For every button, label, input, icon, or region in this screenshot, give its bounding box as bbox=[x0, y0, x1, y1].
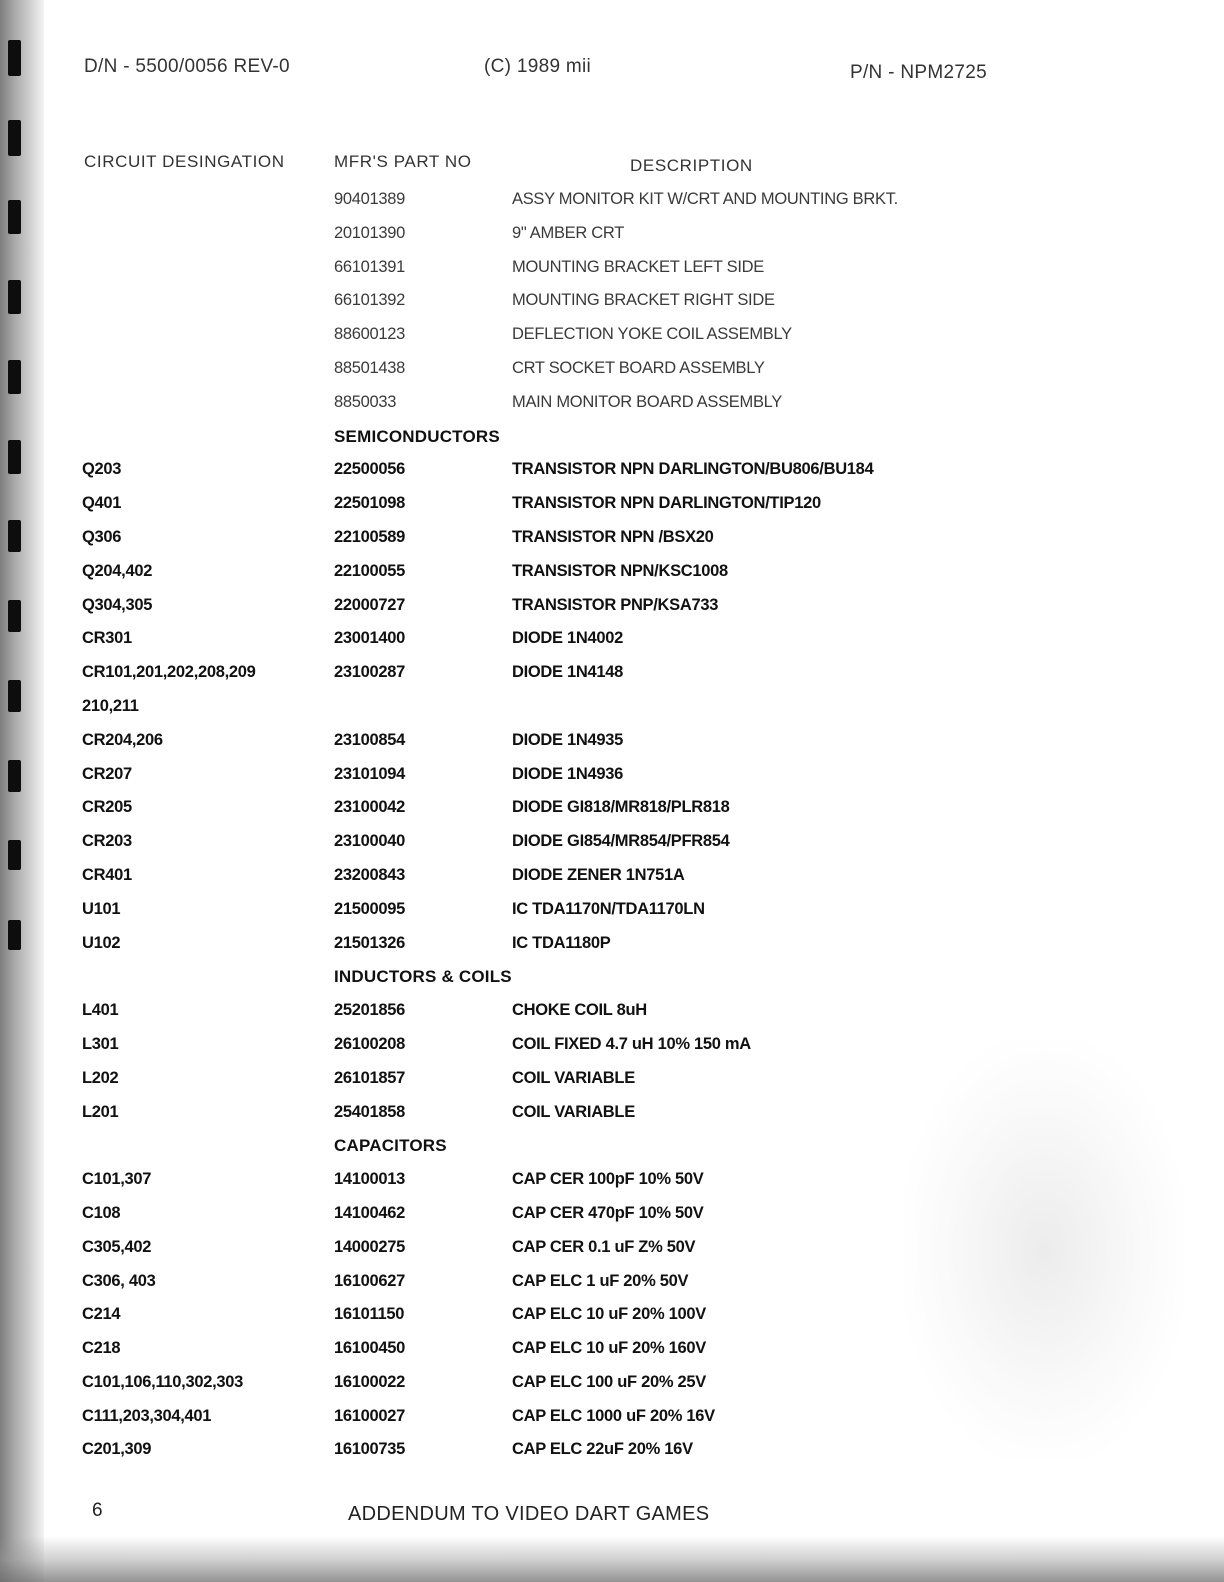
part-number-cell: 23200843 bbox=[334, 865, 406, 884]
part-number-cell: 23100042 bbox=[334, 798, 406, 817]
part-number-cell: 23001400 bbox=[334, 629, 406, 648]
table-row bbox=[0, 1234, 1224, 1268]
circuit-designation: Q306 bbox=[82, 527, 122, 546]
section-header bbox=[0, 1132, 1224, 1166]
table-row bbox=[0, 1268, 1224, 1302]
part-number-cell: 14000275 bbox=[334, 1237, 406, 1256]
table-row bbox=[0, 1335, 1224, 1369]
circuit-designation: L201 bbox=[82, 1102, 119, 1121]
column-header-part-no: MFR'S PART NO bbox=[334, 152, 472, 171]
part-number-cell: 23100040 bbox=[334, 832, 406, 851]
part-number-cell: 21500095 bbox=[334, 899, 406, 918]
circuit-designation: CR205 bbox=[82, 798, 132, 817]
description-cell: IC TDA1170N/TDA1170LN bbox=[512, 899, 705, 918]
part-number-cell: 16100027 bbox=[334, 1406, 406, 1425]
doc-number: D/N - 5500/0056 REV-0 bbox=[84, 56, 290, 77]
description-cell: TRANSISTOR NPN/KSC1008 bbox=[512, 561, 728, 580]
part-number-cell: 21501326 bbox=[334, 933, 406, 952]
description-cell: CAP ELC 100 uF 20% 25V bbox=[512, 1372, 706, 1391]
description-cell: CAP CER 0.1 uF Z% 50V bbox=[512, 1237, 696, 1256]
description-cell: COIL FIXED 4.7 uH 10% 150 mA bbox=[512, 1034, 751, 1053]
description-cell: DIODE 1N4935 bbox=[512, 730, 624, 749]
part-number-cell: 26101857 bbox=[334, 1068, 406, 1087]
table-row bbox=[0, 625, 1224, 659]
circuit-designation: CR203 bbox=[82, 832, 132, 851]
table-row bbox=[0, 558, 1224, 592]
section-header bbox=[0, 963, 1224, 997]
table-row bbox=[0, 456, 1224, 490]
table-row bbox=[0, 355, 1224, 389]
table-row bbox=[0, 997, 1224, 1031]
section-header bbox=[0, 423, 1224, 457]
part-number-cell: 88501438 bbox=[334, 358, 406, 377]
table-row bbox=[0, 1099, 1224, 1133]
description-cell: DIODE 1N4002 bbox=[512, 629, 624, 648]
description-cell: MOUNTING BRACKET LEFT SIDE bbox=[512, 257, 764, 276]
description-cell: CHOKE COIL 8uH bbox=[512, 1001, 647, 1020]
part-number-cell: 26100208 bbox=[334, 1034, 406, 1053]
part-number-cell: 22100589 bbox=[334, 527, 406, 546]
description-cell: 9" AMBER CRT bbox=[512, 223, 624, 242]
description-cell: CAP ELC 22uF 20% 16V bbox=[512, 1440, 693, 1459]
table-row bbox=[0, 727, 1224, 761]
binding-hole bbox=[8, 120, 21, 156]
table-row bbox=[0, 761, 1224, 795]
part-number-cell: 25401858 bbox=[334, 1102, 406, 1121]
table-row bbox=[0, 490, 1224, 524]
part-number-cell: 16100627 bbox=[334, 1271, 406, 1290]
circuit-designation: C101,307 bbox=[82, 1170, 152, 1189]
circuit-designation: L301 bbox=[82, 1034, 119, 1053]
table-row bbox=[0, 930, 1224, 964]
part-number-cell: 16100450 bbox=[334, 1339, 406, 1358]
parts-list bbox=[0, 186, 1224, 1470]
circuit-designation: Q204,402 bbox=[82, 561, 153, 580]
part-number-cell: 90401389 bbox=[334, 190, 406, 208]
circuit-designation: L202 bbox=[82, 1068, 119, 1087]
part-number: P/N - NPM2725 bbox=[850, 62, 987, 83]
table-row bbox=[0, 794, 1224, 828]
table-row bbox=[0, 828, 1224, 862]
description-cell: MAIN MONITOR BOARD ASSEMBLY bbox=[512, 392, 783, 411]
circuit-designation: C218 bbox=[82, 1339, 121, 1358]
description-cell: IC TDA1180P bbox=[512, 933, 611, 952]
part-number-cell: 14100462 bbox=[334, 1203, 406, 1222]
circuit-designation: Q304,305 bbox=[82, 595, 153, 614]
page-number: 6 bbox=[92, 1500, 103, 1521]
table-row bbox=[0, 1436, 1224, 1470]
table-row bbox=[0, 321, 1224, 355]
description-cell: COIL VARIABLE bbox=[512, 1102, 635, 1121]
table-row bbox=[0, 1200, 1224, 1234]
description-cell: DIODE GI818/MR818/PLR818 bbox=[512, 798, 730, 817]
table-row bbox=[0, 389, 1224, 423]
table-row bbox=[0, 287, 1224, 321]
circuit-designation: C214 bbox=[82, 1305, 121, 1324]
description-cell: TRANSISTOR NPN /BSX20 bbox=[512, 527, 714, 546]
table-row bbox=[0, 524, 1224, 558]
circuit-designation: U101 bbox=[82, 899, 121, 918]
footer-title: ADDENDUM TO VIDEO DART GAMES bbox=[348, 1503, 710, 1525]
part-number-cell: 25201856 bbox=[334, 1001, 406, 1020]
description-cell: TRANSISTOR NPN DARLINGTON/TIP120 bbox=[512, 494, 821, 513]
circuit-designation: C305,402 bbox=[82, 1237, 152, 1256]
circuit-designation: CR204,206 bbox=[82, 730, 163, 749]
section-title: SEMICONDUCTORS bbox=[334, 426, 500, 446]
circuit-designation: C108 bbox=[82, 1203, 121, 1222]
part-number-cell: 22501098 bbox=[334, 494, 406, 513]
part-number-cell: 23100854 bbox=[334, 730, 406, 749]
part-number-cell: 22500056 bbox=[334, 460, 406, 479]
description-cell: DIODE 1N4148 bbox=[512, 663, 624, 682]
part-number-cell: 16101150 bbox=[334, 1305, 405, 1324]
description-cell: DIODE ZENER 1N751A bbox=[512, 865, 685, 884]
circuit-designation: C201,309 bbox=[82, 1440, 152, 1459]
description-cell: DEFLECTION YOKE COIL ASSEMBLY bbox=[512, 325, 792, 344]
table-row bbox=[0, 1403, 1224, 1437]
circuit-designation: CR207 bbox=[82, 764, 132, 783]
circuit-designation: Q401 bbox=[82, 494, 122, 513]
part-number-cell: 23100287 bbox=[334, 663, 406, 682]
column-header-designation: CIRCUIT DESINGATION bbox=[84, 152, 285, 171]
part-number-cell: 88600123 bbox=[334, 325, 406, 344]
part-number-cell: 8850033 bbox=[334, 392, 397, 411]
copyright: (C) 1989 mii bbox=[484, 56, 592, 77]
description-cell: CAP ELC 1000 uF 20% 16V bbox=[512, 1406, 715, 1425]
table-row bbox=[0, 254, 1224, 288]
binding-hole bbox=[8, 40, 21, 76]
circuit-designation: U102 bbox=[82, 933, 121, 952]
table-row bbox=[0, 1166, 1224, 1200]
description-cell: TRANSISTOR PNP/KSA733 bbox=[512, 595, 719, 614]
part-number-cell: 22000727 bbox=[334, 595, 406, 614]
description-cell: DIODE GI854/MR854/PFR854 bbox=[512, 832, 730, 851]
part-number-cell: 23101094 bbox=[334, 764, 406, 783]
part-number-cell: 22100055 bbox=[334, 561, 406, 580]
circuit-designation: C111,203,304,401 bbox=[82, 1406, 212, 1425]
table-row bbox=[0, 659, 1224, 693]
table-row bbox=[0, 1369, 1224, 1403]
description-cell: COIL VARIABLE bbox=[512, 1068, 635, 1087]
part-number-cell: 66101392 bbox=[334, 291, 406, 310]
table-row bbox=[0, 220, 1224, 254]
description-cell: MOUNTING BRACKET RIGHT SIDE bbox=[512, 291, 775, 310]
table-row bbox=[0, 1301, 1224, 1335]
description-cell: DIODE 1N4936 bbox=[512, 764, 624, 783]
description-cell: CAP ELC 1 uF 20% 50V bbox=[512, 1271, 689, 1290]
table-row bbox=[0, 1065, 1224, 1099]
section-title: INDUCTORS & COILS bbox=[334, 967, 512, 987]
circuit-designation: CR301 bbox=[82, 629, 132, 648]
table-row bbox=[0, 862, 1224, 896]
table-row bbox=[0, 592, 1224, 626]
circuit-designation: C101,106,110,302,303 bbox=[82, 1372, 243, 1391]
description-cell: CAP ELC 10 uF 20% 160V bbox=[512, 1339, 706, 1358]
part-number-cell: 20101390 bbox=[334, 223, 406, 242]
circuit-designation: Q203 bbox=[82, 460, 122, 479]
circuit-designation: CR101,201,202,208,209 bbox=[82, 663, 256, 682]
part-number-cell: 14100013 bbox=[334, 1170, 406, 1189]
circuit-designation: L401 bbox=[82, 1001, 119, 1020]
part-number-cell: 16100022 bbox=[334, 1372, 406, 1391]
part-number-cell: 16100735 bbox=[334, 1440, 406, 1459]
circuit-designation: C306, 403 bbox=[82, 1271, 156, 1290]
table-row bbox=[0, 1031, 1224, 1065]
table-row bbox=[0, 896, 1224, 930]
description-cell: CAP ELC 10 uF 20% 100V bbox=[512, 1305, 706, 1324]
description-cell: CAP CER 100pF 10% 50V bbox=[512, 1170, 704, 1189]
circuit-designation: CR401 bbox=[82, 865, 132, 884]
description-cell: ASSY MONITOR KIT W/CRT AND MOUNTING BRKT. bbox=[512, 190, 898, 208]
table-row bbox=[0, 186, 1224, 220]
circuit-designation: 210,211 bbox=[82, 696, 139, 715]
section-title: CAPACITORS bbox=[334, 1136, 447, 1156]
description-cell: CAP CER 470pF 10% 50V bbox=[512, 1203, 704, 1222]
table-row bbox=[0, 693, 1224, 727]
description-cell: CRT SOCKET BOARD ASSEMBLY bbox=[512, 358, 765, 377]
description-cell: TRANSISTOR NPN DARLINGTON/BU806/BU184 bbox=[512, 460, 874, 479]
page-bottom-shadow bbox=[0, 1536, 1224, 1582]
part-number-cell: 66101391 bbox=[334, 257, 406, 276]
column-header-description: DESCRIPTION bbox=[630, 156, 753, 175]
